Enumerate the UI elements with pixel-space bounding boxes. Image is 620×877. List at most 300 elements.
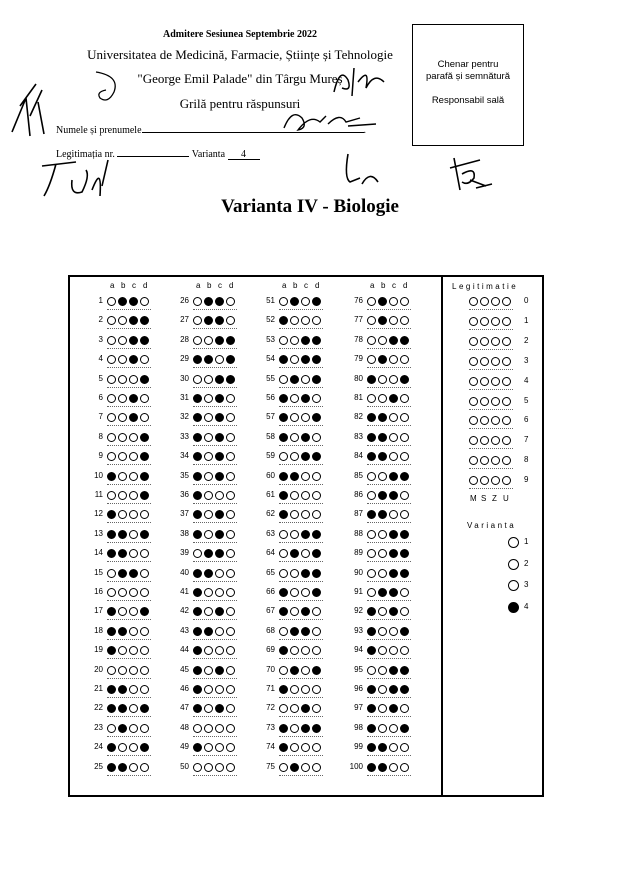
question-number: 11 [94,490,103,499]
answer-bubble-a[interactable] [107,394,116,403]
answer-bubble-c[interactable] [389,530,398,539]
answer-bubble-c[interactable] [129,588,138,597]
answer-bubble-b[interactable] [290,685,299,694]
answer-bubble-c[interactable] [215,627,224,636]
answer-bubble-b[interactable] [290,336,299,345]
answer-bubble-a[interactable] [367,336,376,345]
answer-bubble-b[interactable] [290,724,299,733]
answer-bubble-c[interactable] [129,666,138,675]
answer-bubble-d[interactable] [312,763,321,772]
answer-bubble-a[interactable] [107,491,116,500]
answer-bubble-c[interactable] [215,763,224,772]
answer-bubble-d[interactable] [226,627,235,636]
answer-bubble-d[interactable] [312,472,321,481]
legitimatie-digit-bubble[interactable] [469,337,478,346]
answer-bubble-a[interactable] [193,433,202,442]
answer-bubble-d[interactable] [312,297,321,306]
legitimatie-digit-bubble[interactable] [491,317,500,326]
answer-bubble-a[interactable] [367,472,376,481]
answer-bubble-c[interactable] [215,569,224,578]
answer-bubble-a[interactable] [367,394,376,403]
answer-bubble-d[interactable] [312,394,321,403]
answer-bubble-c[interactable] [215,588,224,597]
answer-bubble-b[interactable] [378,472,387,481]
answer-bubble-c[interactable] [301,491,310,500]
answer-bubble-c[interactable] [301,472,310,481]
answer-bubble-c[interactable] [129,433,138,442]
answer-bubble-c[interactable] [129,763,138,772]
answer-row-dots [279,424,323,426]
answer-bubble-c[interactable] [215,530,224,539]
answer-bubble-a[interactable] [279,627,288,636]
question-number: 57 [266,412,275,422]
answer-bubble-c[interactable] [301,433,310,442]
answer-bubble-a[interactable] [107,472,116,481]
answer-bubble-d[interactable] [226,394,235,403]
answer-bubble-d[interactable] [400,569,409,578]
answer-bubble-c[interactable] [129,491,138,500]
answer-row-dots [279,715,323,717]
varianta-option-bubble[interactable] [508,580,519,591]
answer-bubble-c[interactable] [215,336,224,345]
answer-bubble-a[interactable] [367,627,376,636]
answer-bubble-d[interactable] [400,530,409,539]
answer-bubble-a[interactable] [193,530,202,539]
answer-bubble-c[interactable] [215,375,224,384]
answer-bubble-a[interactable] [279,666,288,675]
answer-bubble-c[interactable] [215,433,224,442]
answer-bubble-b[interactable] [378,724,387,733]
answer-bubble-a[interactable] [279,588,288,597]
answer-bubble-c[interactable] [389,724,398,733]
legitimatie-digit-bubble[interactable] [491,377,500,386]
answer-bubble-c[interactable] [129,472,138,481]
answer-bubble-c[interactable] [129,569,138,578]
answer-bubble-d[interactable] [140,433,149,442]
answer-bubble-c[interactable] [389,394,398,403]
answer-bubble-c[interactable] [301,297,310,306]
answer-bubble-b[interactable] [378,336,387,345]
answer-bubble-a[interactable] [279,375,288,384]
answer-bubble-a[interactable] [279,491,288,500]
answer-bubble-c[interactable] [389,336,398,345]
answer-bubble-a[interactable] [367,569,376,578]
answer-bubble-c[interactable] [389,588,398,597]
answer-bubble-b[interactable] [290,433,299,442]
answer-bubble-d[interactable] [140,685,149,694]
answer-bubble-c[interactable] [301,588,310,597]
question-number: 61 [266,490,275,499]
answer-bubble-b[interactable] [118,472,127,481]
answer-bubble-d[interactable] [140,472,149,481]
answer-bubble-b[interactable] [290,588,299,597]
variant-line[interactable] [228,149,260,160]
question-number: 59 [266,451,275,461]
answer-bubble-a[interactable] [367,724,376,733]
question-number: 93 [354,625,363,635]
answer-bubble-a[interactable] [107,627,116,636]
answer-bubble-a[interactable] [107,588,116,597]
answer-bubble-b[interactable] [204,394,213,403]
answer-bubble-c[interactable] [301,336,310,345]
answer-bubble-a[interactable] [279,297,288,306]
answer-bubble-a[interactable] [107,724,116,733]
varianta-option-bubble[interactable] [508,559,519,570]
answer-bubble-b[interactable] [118,297,127,306]
answer-bubble-b[interactable] [290,763,299,772]
answer-bubble-b[interactable] [204,666,213,675]
answer-bubble-b[interactable] [118,491,127,500]
answer-bubble-a[interactable] [367,666,376,675]
answer-bubble-b[interactable] [204,588,213,597]
answer-bubble-d[interactable] [226,763,235,772]
legitimatie-digit-bubble[interactable] [491,297,500,306]
answer-bubble-b[interactable] [378,394,387,403]
legitimatie-digit-bubble[interactable] [480,377,489,386]
legitimatie-digit-bubble[interactable] [491,337,500,346]
answer-row-dots [279,638,323,640]
answer-bubble-a[interactable] [107,685,116,694]
question-number: 48 [180,722,189,732]
column-header-a: a [370,281,375,290]
answer-bubble-b[interactable] [378,627,387,636]
answer-bubble-b[interactable] [204,724,213,733]
legitimatie-digit-bubble[interactable] [469,377,478,386]
answer-bubble-d[interactable] [312,530,321,539]
answer-bubble-d[interactable] [140,627,149,636]
answer-bubble-c[interactable] [215,472,224,481]
answer-bubble-d[interactable] [140,375,149,384]
legitimatie-digit-bubble[interactable] [502,297,511,306]
answer-bubble-d[interactable] [312,569,321,578]
answer-bubble-b[interactable] [204,685,213,694]
answer-bubble-b[interactable] [118,627,127,636]
answer-row-dots [107,502,151,504]
answer-bubble-a[interactable] [193,685,202,694]
answer-bubble-d[interactable] [400,763,409,772]
answer-bubble-b[interactable] [290,394,299,403]
answer-bubble-a[interactable] [279,472,288,481]
answer-row-dots [193,677,237,679]
answer-row-dots [107,560,151,562]
answer-bubble-d[interactable] [312,491,321,500]
legitimatie-digit-label: 9 [524,475,529,485]
answer-bubble-b[interactable] [290,627,299,636]
answer-bubble-c[interactable] [301,724,310,733]
answer-bubble-d[interactable] [400,724,409,733]
answer-bubble-d[interactable] [226,491,235,500]
answer-bubble-c[interactable] [215,297,224,306]
answer-bubble-d[interactable] [400,297,409,306]
answer-bubble-c[interactable] [129,375,138,384]
answer-bubble-b[interactable] [378,569,387,578]
answer-bubble-b[interactable] [204,472,213,481]
answer-bubble-c[interactable] [301,530,310,539]
answer-bubble-a[interactable] [193,491,202,500]
answer-bubble-c[interactable] [129,627,138,636]
answer-bubble-b[interactable] [204,297,213,306]
answer-bubble-b[interactable] [204,336,213,345]
answer-bubble-b[interactable] [204,375,213,384]
legitimatie-digit-bubble[interactable] [480,337,489,346]
answer-bubble-b[interactable] [378,685,387,694]
answer-bubble-a[interactable] [193,666,202,675]
answer-bubble-d[interactable] [312,627,321,636]
answer-bubble-b[interactable] [118,394,127,403]
answer-bubble-c[interactable] [215,491,224,500]
answer-bubble-a[interactable] [367,588,376,597]
answer-bubble-c[interactable] [389,472,398,481]
answer-bubble-b[interactable] [378,297,387,306]
answer-bubble-c[interactable] [389,569,398,578]
legitimatie-digit-bubble[interactable] [480,397,489,406]
answer-bubble-b[interactable] [378,763,387,772]
answer-bubble-a[interactable] [367,763,376,772]
answer-bubble-a[interactable] [367,491,376,500]
answer-bubble-b[interactable] [290,491,299,500]
answer-bubble-c[interactable] [129,685,138,694]
answer-bubble-a[interactable] [367,375,376,384]
legitimatie-digit-bubble[interactable] [480,297,489,306]
answer-bubble-a[interactable] [193,336,202,345]
answer-bubble-a[interactable] [279,336,288,345]
answer-bubble-d[interactable] [400,433,409,442]
answer-bubble-c[interactable] [301,666,310,675]
legitimatie-digit-bubble[interactable] [469,317,478,326]
answer-bubble-a[interactable] [279,724,288,733]
answer-bubble-c[interactable] [389,685,398,694]
answer-bubble-d[interactable] [140,394,149,403]
answer-bubble-d[interactable] [400,685,409,694]
answer-bubble-a[interactable] [107,433,116,442]
answer-bubble-c[interactable] [215,685,224,694]
answer-bubble-a[interactable] [107,666,116,675]
answer-bubble-a[interactable] [193,297,202,306]
answer-bubble-a[interactable] [193,472,202,481]
answer-bubble-d[interactable] [312,336,321,345]
answer-bubble-c[interactable] [215,666,224,675]
legitimatie-digit-bubble[interactable] [491,357,500,366]
answer-bubble-d[interactable] [312,685,321,694]
answer-bubble-a[interactable] [367,685,376,694]
answer-bubble-c[interactable] [301,685,310,694]
answer-bubble-d[interactable] [226,666,235,675]
answer-bubble-a[interactable] [107,297,116,306]
answer-bubble-a[interactable] [279,433,288,442]
legitimatie-digit-bubble[interactable] [480,317,489,326]
answer-bubble-d[interactable] [140,297,149,306]
answer-bubble-d[interactable] [140,491,149,500]
answer-row-dots [367,502,411,504]
legitimatie-digit-bubble[interactable] [502,377,511,386]
answer-bubble-a[interactable] [279,763,288,772]
answer-bubble-a[interactable] [107,569,116,578]
answer-bubble-d[interactable] [226,375,235,384]
answer-bubble-a[interactable] [107,763,116,772]
answer-bubble-d[interactable] [140,569,149,578]
answer-bubble-a[interactable] [367,297,376,306]
varianta-option-label: 4 [524,601,529,611]
answer-bubble-c[interactable] [301,569,310,578]
question-number: 60 [266,470,275,480]
legitimatie-digit-bubble[interactable] [469,397,478,406]
legitimatie-digit-bubble[interactable] [502,397,511,406]
answer-bubble-a[interactable] [279,530,288,539]
answer-row-dots [367,444,411,446]
answer-bubble-c[interactable] [389,627,398,636]
answer-bubble-d[interactable] [400,666,409,675]
answer-bubble-a[interactable] [279,394,288,403]
answer-bubble-a[interactable] [193,588,202,597]
answer-bubble-b[interactable] [290,666,299,675]
answer-bubble-c[interactable] [129,336,138,345]
answer-bubble-c[interactable] [301,375,310,384]
answer-bubble-c[interactable] [301,627,310,636]
answer-row-dots [367,599,411,601]
answer-bubble-b[interactable] [290,375,299,384]
answer-bubble-c[interactable] [389,375,398,384]
answer-bubble-a[interactable] [279,569,288,578]
answer-bubble-d[interactable] [400,472,409,481]
answer-bubble-d[interactable] [400,627,409,636]
answer-bubble-b[interactable] [378,666,387,675]
answer-bubble-b[interactable] [204,763,213,772]
answer-bubble-d[interactable] [400,491,409,500]
answer-bubble-d[interactable] [226,588,235,597]
answer-bubble-c[interactable] [301,763,310,772]
answer-bubble-b[interactable] [118,724,127,733]
answer-bubble-b[interactable] [118,336,127,345]
answer-row-dots [193,366,237,368]
legitimatie-digit-bubble[interactable] [502,337,511,346]
answer-bubble-a[interactable] [193,394,202,403]
answer-bubble-a[interactable] [193,763,202,772]
answer-bubble-b[interactable] [204,569,213,578]
answer-bubble-b[interactable] [204,491,213,500]
answer-bubble-d[interactable] [400,375,409,384]
answer-bubble-d[interactable] [226,472,235,481]
answer-bubble-a[interactable] [107,375,116,384]
answer-bubble-d[interactable] [312,724,321,733]
answer-bubble-b[interactable] [290,297,299,306]
answer-bubble-d[interactable] [400,336,409,345]
answer-bubble-c[interactable] [215,724,224,733]
legitimatie-digit-bubble[interactable] [480,357,489,366]
answer-bubble-c[interactable] [389,433,398,442]
question-number: 99 [354,742,363,752]
answer-bubble-d[interactable] [226,433,235,442]
session-title: Admitere Sesiunea Septembrie 2022 [163,29,317,40]
answer-bubble-d[interactable] [140,336,149,345]
answer-bubble-b[interactable] [290,569,299,578]
question-number: 16 [94,587,103,596]
answer-bubble-b[interactable] [118,666,127,675]
answer-bubble-d[interactable] [140,530,149,539]
answer-bubble-a[interactable] [193,724,202,733]
varianta-option-bubble[interactable] [508,602,519,613]
answer-bubble-c[interactable] [129,724,138,733]
legitimatie-row-dots [469,447,513,449]
answer-row-dots [107,580,151,582]
answer-bubble-b[interactable] [378,433,387,442]
answer-bubble-d[interactable] [312,666,321,675]
answer-bubble-b[interactable] [118,685,127,694]
answer-bubble-c[interactable] [389,763,398,772]
answer-bubble-a[interactable] [367,530,376,539]
answer-bubble-b[interactable] [118,763,127,772]
answer-bubble-d[interactable] [312,433,321,442]
answer-bubble-b[interactable] [204,530,213,539]
answer-bubble-b[interactable] [290,530,299,539]
question-number: 91 [354,587,363,596]
answer-bubble-a[interactable] [193,569,202,578]
answer-bubble-c[interactable] [129,530,138,539]
question-number: 7 [98,412,103,422]
answer-bubble-c[interactable] [389,666,398,675]
answer-bubble-a[interactable] [279,685,288,694]
answer-bubble-d[interactable] [140,588,149,597]
varianta-option-bubble[interactable] [508,537,519,548]
answer-bubble-b[interactable] [204,433,213,442]
answer-row-dots [279,444,323,446]
legitimatie-digit-bubble[interactable] [502,357,511,366]
answer-bubble-c[interactable] [301,394,310,403]
answer-bubble-d[interactable] [400,588,409,597]
answer-bubble-d[interactable] [312,375,321,384]
answer-bubble-a[interactable] [367,433,376,442]
answer-bubble-d[interactable] [226,530,235,539]
legitimatie-digit-bubble[interactable] [469,297,478,306]
answer-bubble-c[interactable] [129,394,138,403]
answer-bubble-c[interactable] [129,297,138,306]
answer-bubble-d[interactable] [140,763,149,772]
answer-bubble-a[interactable] [107,336,116,345]
legitimatie-digit-bubble[interactable] [469,357,478,366]
answer-bubble-d[interactable] [140,666,149,675]
legitimatie-digit-bubble[interactable] [491,397,500,406]
answer-bubble-b[interactable] [118,569,127,578]
legitimatie-digit-bubble[interactable] [502,317,511,326]
id-line[interactable] [117,146,189,157]
answer-bubble-b[interactable] [204,627,213,636]
question-number: 58 [266,431,275,441]
answer-bubble-c[interactable] [215,394,224,403]
answer-bubble-b[interactable] [118,530,127,539]
answer-bubble-d[interactable] [226,297,235,306]
answer-bubble-d[interactable] [226,724,235,733]
answer-bubble-d[interactable] [226,336,235,345]
answer-bubble-a[interactable] [107,530,116,539]
answer-bubble-d[interactable] [312,588,321,597]
answer-bubble-d[interactable] [226,685,235,694]
answer-bubble-b[interactable] [378,530,387,539]
answer-bubble-b[interactable] [378,375,387,384]
answer-bubble-a[interactable] [193,627,202,636]
answer-bubble-d[interactable] [140,724,149,733]
answer-bubble-d[interactable] [226,569,235,578]
answer-row-dots [107,599,151,601]
answer-bubble-b[interactable] [118,588,127,597]
answer-bubble-b[interactable] [118,375,127,384]
answer-bubble-b[interactable] [118,433,127,442]
answer-bubble-b[interactable] [378,588,387,597]
answer-bubble-d[interactable] [400,394,409,403]
answer-bubble-a[interactable] [193,375,202,384]
answer-bubble-c[interactable] [389,491,398,500]
answer-bubble-b[interactable] [378,491,387,500]
answer-bubble-c[interactable] [389,297,398,306]
answer-bubble-b[interactable] [290,472,299,481]
